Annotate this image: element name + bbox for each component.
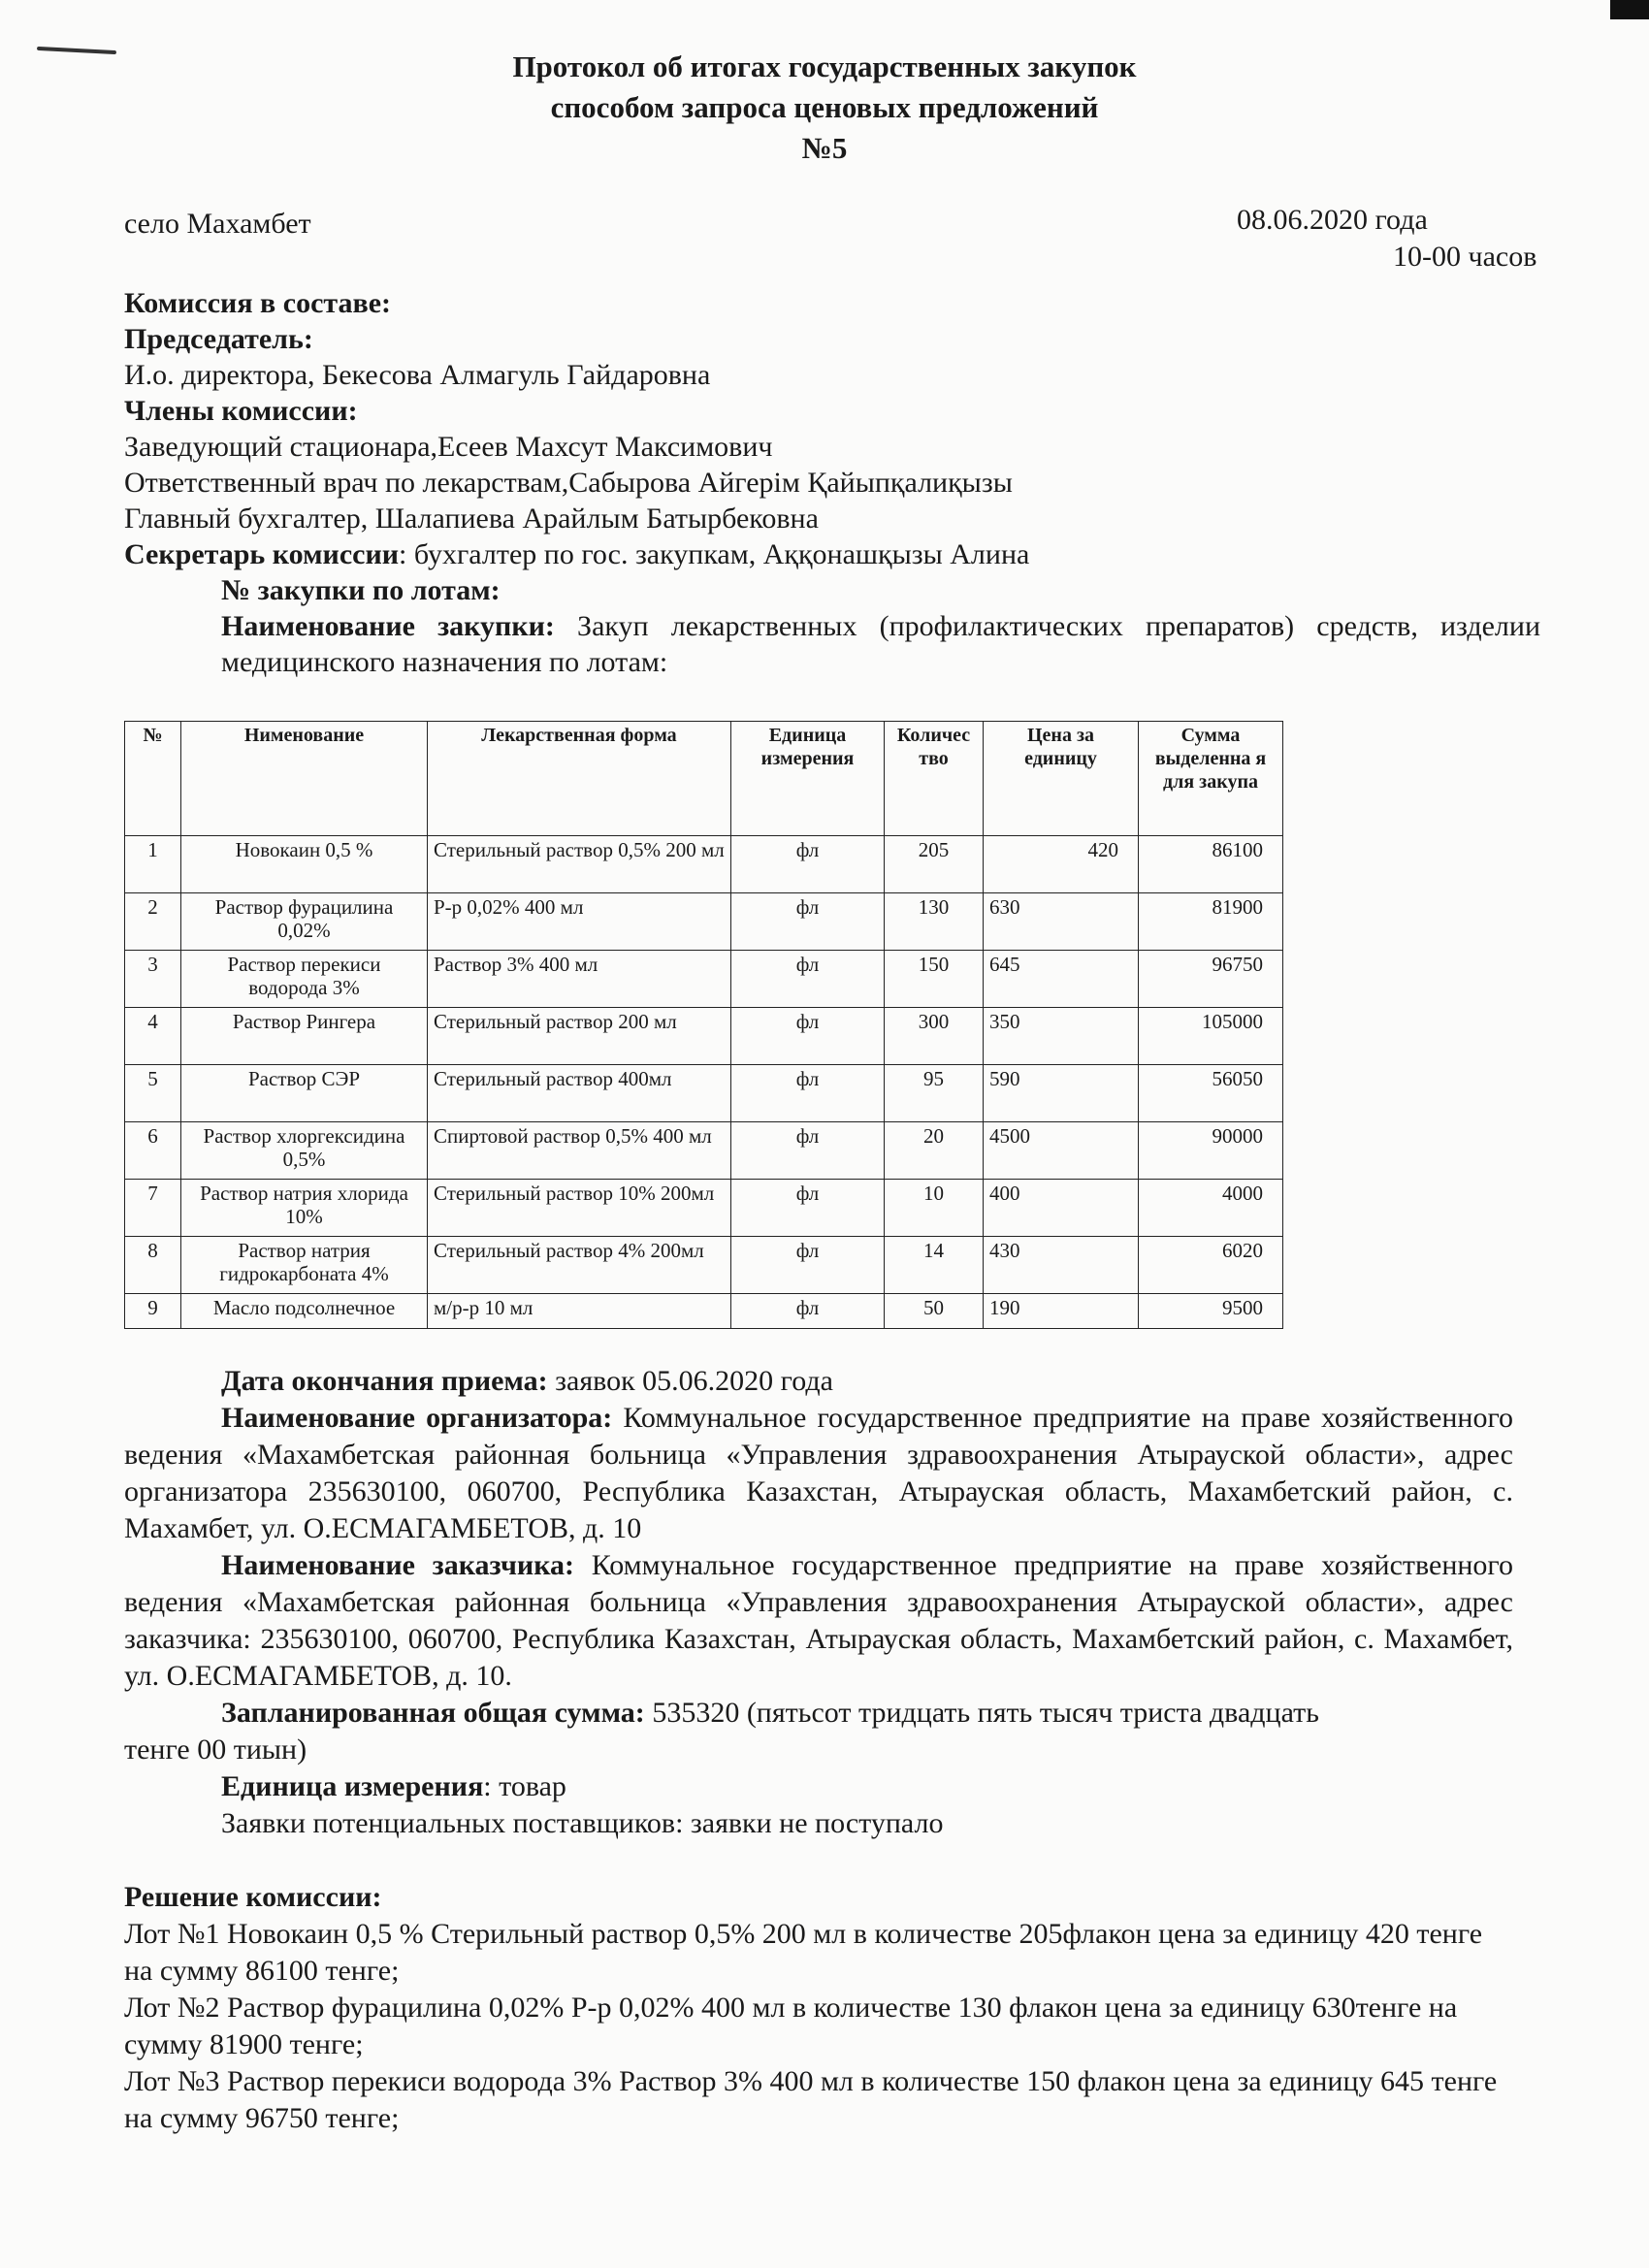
cell-price: 420 [984, 836, 1139, 893]
col-sum: Сумма выделенна я для закупа [1139, 722, 1283, 836]
col-price: Цена за единицу [984, 722, 1139, 836]
cell-quantity: 10 [885, 1180, 984, 1237]
cell-number: 8 [125, 1237, 181, 1294]
cell-sum: 4000 [1139, 1180, 1283, 1237]
cell-name: Раствор СЭР [181, 1065, 428, 1122]
total-label: Запланированная общая сумма: [221, 1697, 645, 1729]
cell-name: Раствор перекиси водорода 3% [181, 951, 428, 1008]
applications-line: Заявки потенциальных поставщиков: заявки не поступало [221, 1807, 944, 1839]
col-number: № [125, 722, 181, 836]
decision-lot-1: Лот №1 Новокаин 0,5 % Стерильный раствор 0,5% 200 мл в количестве 205флакон цена за единицу 420 тенге на сумму 86100 тенге; [124, 1918, 1483, 1987]
cell-sum: 81900 [1139, 893, 1283, 951]
cell-number: 5 [125, 1065, 181, 1122]
cell-name: Масло подсолнечное [181, 1294, 428, 1329]
col-name: Нименование [181, 722, 428, 836]
lots-table [124, 721, 1283, 1329]
secretary-line [124, 536, 1540, 572]
cell-unit: фл [731, 951, 885, 1008]
cell-sum: 6020 [1139, 1237, 1283, 1294]
table-row [125, 1122, 1283, 1180]
cell-form: Раствор 3% 400 мл [428, 951, 731, 1008]
cell-quantity: 205 [885, 836, 984, 893]
table-row [125, 1008, 1283, 1065]
cell-quantity: 20 [885, 1122, 984, 1180]
table-row [125, 1237, 1283, 1294]
col-unit: Единица измерения [731, 722, 885, 836]
lots-number-label: № закупки по лотам: [221, 574, 501, 606]
cell-price: 4500 [984, 1122, 1139, 1180]
cell-quantity: 300 [885, 1008, 984, 1065]
cell-number: 4 [125, 1008, 181, 1065]
cell-name: Раствор хлоргексидина 0,5% [181, 1122, 428, 1180]
secretary-name: : бухгалтер по гос. закупкам, Аққонашқызы Алина [399, 538, 1030, 570]
col-quantity: Количес тво [885, 722, 984, 836]
cell-name: Раствор натрия гидрокарбоната 4% [181, 1237, 428, 1294]
commission-title: Комиссия в составе: [124, 287, 391, 319]
table-row [125, 1065, 1283, 1122]
organizer-label: Наименование организатора: [221, 1402, 613, 1434]
cell-number: 7 [125, 1180, 181, 1237]
cell-form: Стерильный раствор 200 мл [428, 1008, 731, 1065]
cell-quantity: 95 [885, 1065, 984, 1122]
cell-form: Стерильный раствор 400мл [428, 1065, 731, 1122]
customer-paragraph [124, 1547, 1513, 1695]
scan-corner-mark [1610, 0, 1649, 19]
table-row [125, 893, 1283, 951]
table-row [125, 836, 1283, 893]
cell-quantity: 50 [885, 1294, 984, 1329]
title-line-1: Протокол об итогах государственных закупок [512, 49, 1137, 83]
cell-price: 645 [984, 951, 1139, 1008]
decision-lot-2: Лот №2 Раствор фурацилина 0,02% Р-р 0,02% 400 мл в количестве 130 флакон цена за единицу 630тенге на сумму 81900 тенге; [124, 1992, 1458, 2060]
cell-sum: 96750 [1139, 951, 1283, 1008]
cell-form: Стерильный раствор 0,5% 200 мл [428, 836, 731, 893]
cell-price: 630 [984, 893, 1139, 951]
deadline-label: Дата окончания приема: [221, 1365, 548, 1397]
total-paragraph [124, 1695, 1513, 1732]
member-1: Заведующий стационара,Есеев Махсут Максимович [124, 431, 773, 463]
cell-price: 590 [984, 1065, 1139, 1122]
title-line-2: способом запроса ценовых предложений [550, 90, 1099, 124]
cell-sum: 105000 [1139, 1008, 1283, 1065]
col-form: Лекарственная форма [428, 722, 731, 836]
secretary-label: Секретарь комиссии [124, 538, 400, 570]
unit-value: : товар [483, 1770, 566, 1802]
deadline-line [124, 1363, 1513, 1400]
customer-label: Наименование заказчика: [221, 1549, 575, 1581]
cell-form: м/р-р 10 мл [428, 1294, 731, 1329]
cell-quantity: 14 [885, 1237, 984, 1294]
purchase-name [124, 608, 1540, 680]
cell-number: 6 [125, 1122, 181, 1180]
unit-label: Единица измерения [221, 1770, 484, 1802]
member-2: Ответственный врач по лекарствам,Сабырова Айгерім Қайыпқалиқызы [124, 467, 1013, 499]
cell-sum: 9500 [1139, 1294, 1283, 1329]
cell-unit: фл [731, 1122, 885, 1180]
commission-section [124, 285, 1540, 680]
member-3: Главный бухгалтер, Шалапиева Арайлым Батырбековна [124, 502, 819, 535]
cell-number: 1 [125, 836, 181, 893]
chair-name: И.о. директора, Бекесова Алмагуль Гайдаровна [124, 359, 711, 391]
total-value-line-2: тенге 00 тиын) [124, 1733, 307, 1766]
place: село Махамбет [124, 208, 311, 240]
cell-sum: 86100 [1139, 836, 1283, 893]
cell-quantity: 130 [885, 893, 984, 951]
cell-form: Спиртовой раствор 0,5% 400 мл [428, 1122, 731, 1180]
purchase-name-label: Наименование закупки: [221, 610, 555, 642]
members-label: Члены комиссии: [124, 395, 358, 427]
cell-number: 9 [125, 1294, 181, 1329]
cell-price: 350 [984, 1008, 1139, 1065]
table-row [125, 951, 1283, 1008]
purchase-name-text: Закуп лекарственных (профилактических препаратов) средств, изделии медицинского назначения по лотам: [221, 610, 1541, 678]
decision-lot-3: Лот №3 Раствор перекиси водорода 3% Раствор 3% 400 мл в количестве 150 флакон цена за единицу 645 тенге на сумму 96750 тенге; [124, 2065, 1498, 2134]
table-row [125, 1180, 1283, 1237]
cell-form: Стерильный раствор 10% 200мл [428, 1180, 731, 1237]
cell-unit: фл [731, 1294, 885, 1329]
cell-name: Раствор фурацилина 0,02% [181, 893, 428, 951]
decision-title: Решение комиссии: [124, 1881, 382, 1913]
chair-label: Председатель: [124, 323, 313, 355]
protocol-time: 10-00 часов [1393, 241, 1537, 273]
table-row [125, 1294, 1283, 1329]
cell-price: 190 [984, 1294, 1139, 1329]
cell-unit: фл [731, 836, 885, 893]
cell-name: Раствор натрия хлорида 10% [181, 1180, 428, 1237]
cell-name: Новокаин 0,5 % [181, 836, 428, 893]
cell-unit: фл [731, 893, 885, 951]
cell-unit: фл [731, 1180, 885, 1237]
cell-quantity: 150 [885, 951, 984, 1008]
total-value-line-1: 535320 (пятьсот тридцать пять тысяч триста двадцать [644, 1697, 1319, 1729]
cell-unit: фл [731, 1008, 885, 1065]
cell-number: 2 [125, 893, 181, 951]
unit-line [124, 1768, 1513, 1805]
cell-unit: фл [731, 1237, 885, 1294]
cell-number: 3 [125, 951, 181, 1008]
cell-price: 400 [984, 1180, 1139, 1237]
document-title [0, 47, 1649, 169]
deadline-value: заявок 05.06.2020 года [547, 1365, 833, 1397]
details-section [124, 1363, 1513, 2137]
spacer [124, 1842, 1513, 1879]
cell-form: Стерильный раствор 4% 200мл [428, 1237, 731, 1294]
cell-unit: фл [731, 1065, 885, 1122]
protocol-date: 08.06.2020 года [1237, 204, 1428, 236]
title-line-3: №5 [801, 131, 848, 165]
cell-form: Р-р 0,02% 400 мл [428, 893, 731, 951]
table-header-row [125, 722, 1283, 836]
cell-name: Раствор Рингера [181, 1008, 428, 1065]
customer-text: Коммунальное государственное предприятие на праве хозяйственного ведения «Махамбетская районная больница «Управления здравоохранения Атырауской области», адрес заказчика: 235630100, 060700, Республика Казахстан, Атырауская область, Махамбетский район, с. Махамбет, ул. О.ЕСМАГАМБЕТОВ, д. 10. [124, 1549, 1513, 1692]
cell-sum: 56050 [1139, 1065, 1283, 1122]
organizer-paragraph [124, 1400, 1513, 1547]
cell-price: 430 [984, 1237, 1139, 1294]
organizer-text: Коммунальное государственное предприятие на праве хозяйственного ведения «Махамбетская районная больница «Управления здравоохранения Атырауской области», адрес организатора 235630100, 060700, Республика Казахстан, Атырауская область, Махамбетский район, с. Махамбет, ул. О.ЕСМАГАМБЕТОВ, д. 10 [124, 1402, 1513, 1544]
cell-sum: 90000 [1139, 1122, 1283, 1180]
